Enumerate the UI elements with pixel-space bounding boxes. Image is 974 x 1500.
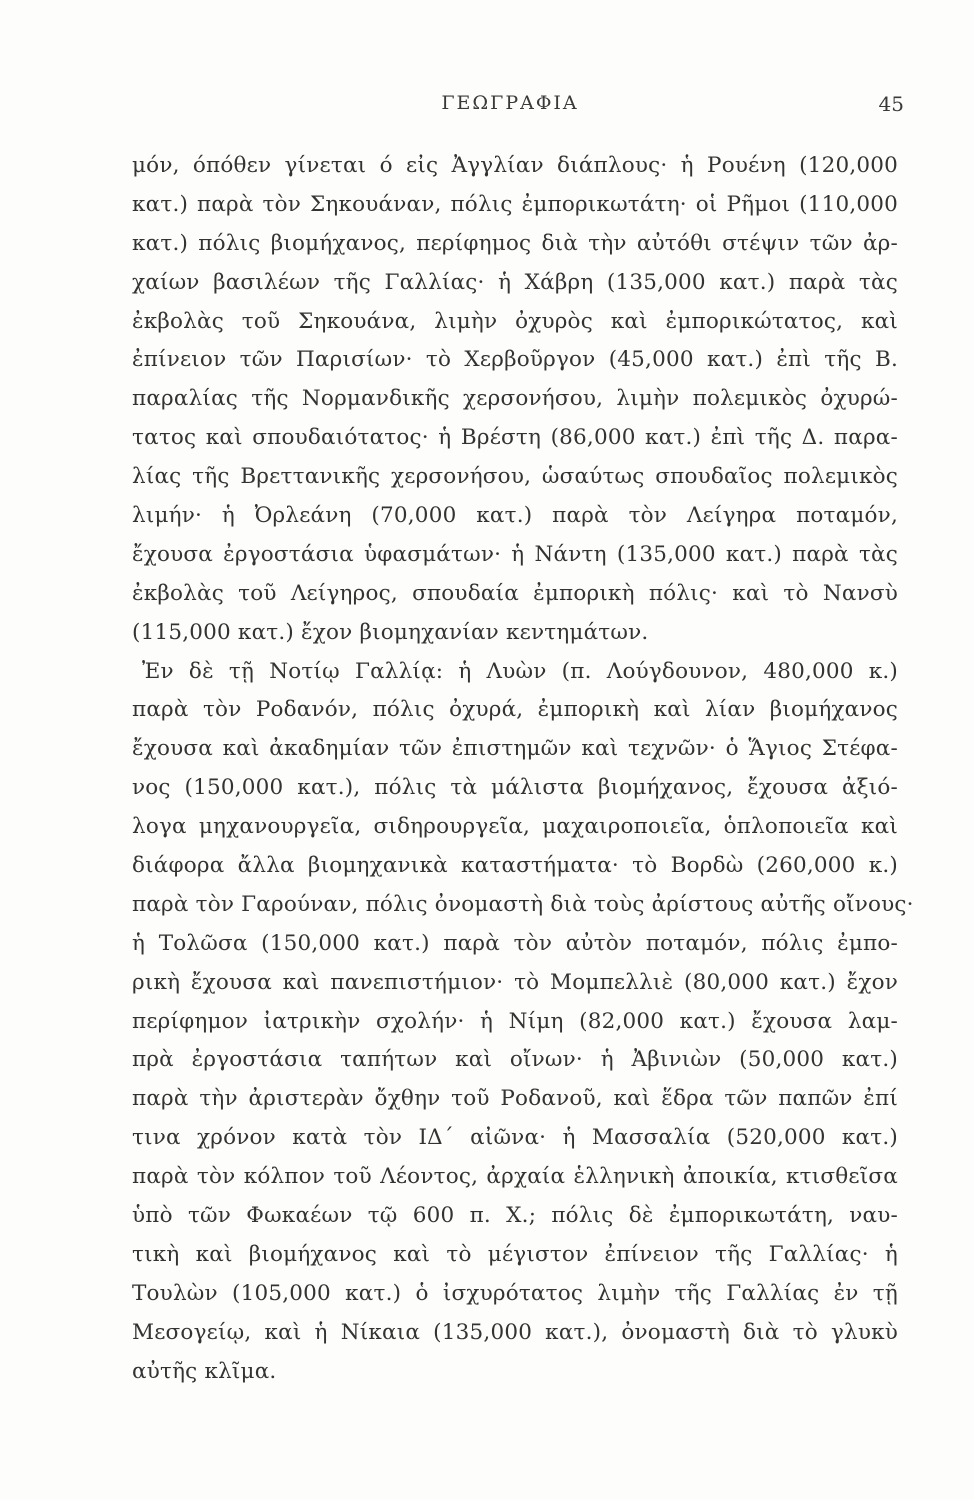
text-line: ἐκβολὰς τοῦ Σηκουάνα, λιμὴν ὀχυρὸς καὶ ἐμπορικώτατος, καὶ bbox=[132, 308, 898, 334]
body-text bbox=[132, 147, 914, 1392]
text-line: τατος καὶ σπουδαιότατος· ἡ Βρέστη (86,000 κατ.) ἐπὶ τῆς Δ. παρα- bbox=[132, 425, 898, 451]
text-line: περίφημον ἰατρικὴν σχολήν· ἡ Νίμη (82,000 κατ.) ἔχουσα λαμ- bbox=[132, 1008, 898, 1034]
text-line: χαίων βασιλέων τῆς Γαλλίας· ἡ Χάβρη (135,000 κατ.) παρὰ τὰς bbox=[132, 269, 898, 295]
running-title: ΓΕΩΓΡΑΦΙΑ bbox=[441, 92, 579, 114]
text-line: λογα μηχανουργεῖα, σιδηρουργεῖα, μαχαιροποιεῖα, ὁπλοποιεῖα καὶ bbox=[132, 814, 898, 840]
text-line: διάφορα ἄλλα βιομηχανικὰ καταστήματα· τὸ Βορδὼ (260,000 κ.) bbox=[132, 853, 898, 879]
text-line: ἡ Τολῶσα (150,000 κατ.) παρὰ τὸν αὐτὸν ποταμόν, πόλις ἐμπο- bbox=[132, 930, 898, 956]
text-line: τικὴ καὶ βιομήχανος καὶ τὸ μέγιστον ἐπίνειον τῆς Γαλλίας· ἡ bbox=[132, 1241, 898, 1267]
text-line: παρὰ τὸν κόλπον τοῦ Λέοντος, ἀρχαία ἑλληνικὴ ἀποικία, κτισθεῖσα bbox=[132, 1164, 898, 1190]
text-line: ἐπίνειον τῶν Παρισίων· τὸ Χερβοῦργον (45,000 κατ.) ἐπὶ τῆς Β. bbox=[132, 347, 898, 373]
text-line: λιμήν· ἡ Ὀρλεάνη (70,000 κατ.) παρὰ τὸν Λείγηρα ποταμόν, bbox=[132, 503, 898, 529]
text-line: μόν, όπόθεν γίνεται ό εἰς Ἀγγλίαν διάπλους· ἡ Ρουένη (120,000 bbox=[132, 153, 898, 178]
text-line: ἔχουσα καὶ ἀκαδημίαν τῶν ἐπιστημῶν καὶ τεχνῶν· ὁ Ἅγιος Στέφα- bbox=[132, 736, 898, 762]
text-line: ὑπὸ τῶν Φωκαέων τῷ 600 π. Χ.; πόλις δὲ ἐμπορικωτάτη, ναυ- bbox=[132, 1203, 898, 1229]
text-line: (115,000 κατ.) ἔχον βιομηχανίαν κεντημάτων. bbox=[132, 619, 649, 645]
text-line: κατ.) παρὰ τὸν Σηκουάναν, πόλις ἐμπορικωτάτη· οἱ Ρῆμοι (110,000 bbox=[132, 191, 898, 217]
page-number: 45 bbox=[878, 92, 904, 116]
text-line: ἐκβολὰς τοῦ Λείγηρος, σπουδαία ἐμπορικὴ πόλις· καὶ τὸ Νανσὺ bbox=[132, 580, 898, 606]
text-line: αὐτῆς κλῖμα. bbox=[132, 1358, 277, 1384]
text-line: παραλίας τῆς Νορμανδικῆς χερσονήσου, λιμὴν πολεμικὸς ὀχυρώ- bbox=[132, 386, 898, 412]
text-line: παρὰ τὴν ἀριστερὰν ὄχθην τοῦ Ροδανοῦ, καὶ ἕδρα τῶν παπῶν ἐπί bbox=[132, 1086, 898, 1112]
text-line: κατ.) πόλις βιομήχανος, περίφημος διὰ τὴν αὐτόθι στέψιν τῶν ἀρ- bbox=[132, 230, 898, 256]
text-line: παρὰ τὸν Γαρούναν, πόλις ὀνομαστὴ διὰ τοὺς ἀρίστους αὐτῆς οἴνους· bbox=[132, 891, 914, 917]
running-head bbox=[130, 92, 904, 122]
text-line: ἔχουσα ἐργοστάσια ὑφασμάτων· ἡ Νάντη (135,000 κατ.) παρὰ τὰς bbox=[132, 541, 898, 567]
text-line: παρὰ τὸν Ροδανόν, πόλις ὀχυρά, ἐμπορικὴ καὶ λίαν βιομήχανος bbox=[132, 697, 898, 723]
text-line: ρικὴ ἔχουσα καὶ πανεπιστήμιον· τὸ Μομπελλιὲ (80,000 κατ.) ἔχον bbox=[132, 969, 898, 995]
text-line: Ἐν δὲ τῇ Νοτίῳ Γαλλίᾳ: ἡ Λυὼν (π. Λούγδουνον, 480,000 κ.) bbox=[142, 658, 898, 684]
text-line: λίας τῆς Βρεττανικῆς χερσονήσου, ὡσαύτως σπουδαῖος πολεμικὸς bbox=[132, 464, 898, 490]
text-line: νος (150,000 κατ.), πόλις τὰ μάλιστα βιομήχανος, ἔχουσα ἀξιό- bbox=[132, 775, 898, 801]
text-line: Μεσογείῳ, καὶ ἡ Νίκαια (135,000 κατ.), ὀνομαστὴ διὰ τὸ γλυκὺ bbox=[132, 1319, 898, 1345]
text-line: πρὰ ἐργοστάσια ταπήτων καὶ οἴνων· ἡ Ἀβινιὼν (50,000 κατ.) bbox=[132, 1047, 898, 1073]
text-line: Τουλὼν (105,000 κατ.) ὁ ἰσχυρότατος λιμὴν τῆς Γαλλίας ἐν τῇ bbox=[132, 1280, 898, 1306]
text-line: τινα χρόνον κατὰ τὸν ΙΔ´ αἰῶνα· ἡ Μασσαλία (520,000 κατ.) bbox=[132, 1125, 898, 1151]
